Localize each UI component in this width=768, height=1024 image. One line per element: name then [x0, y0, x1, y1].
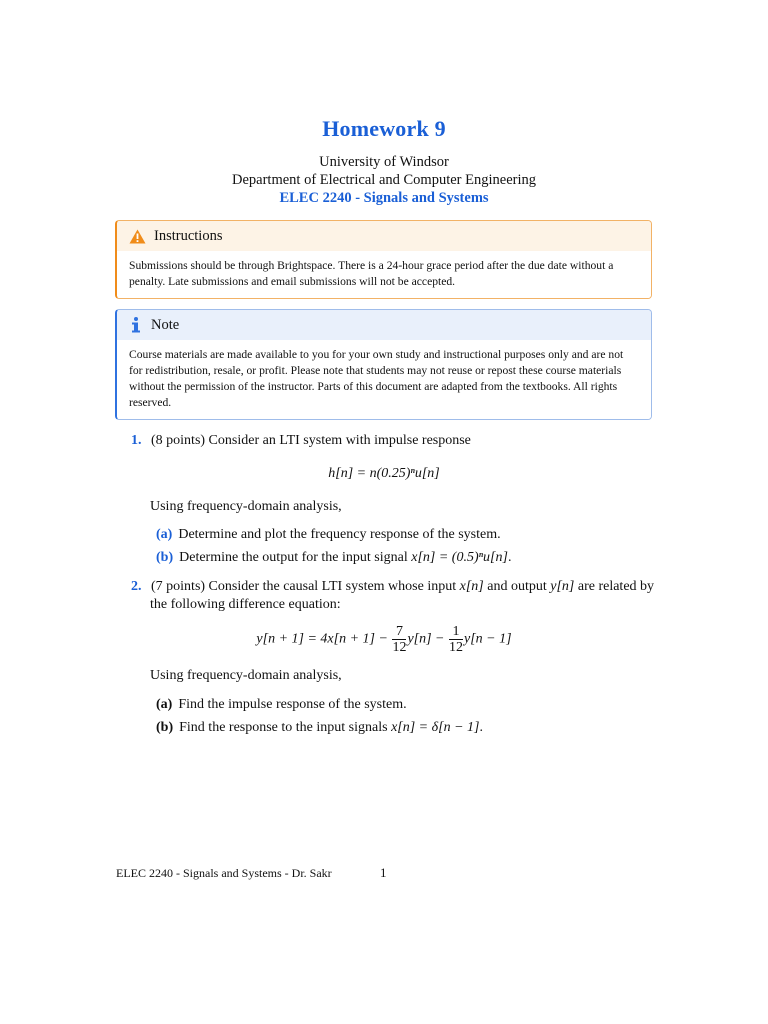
question-1: [131, 433, 471, 449]
question-1-equation: h[n] = n(0.25)ⁿu[n]: [328, 466, 440, 481]
note-header: [117, 310, 651, 340]
department-name: Department of Electrical and Computer Engineering: [232, 172, 536, 188]
part-b-period: .: [507, 550, 512, 565]
question-1-text: (8 points) Consider an LTI system with impulse response: [151, 433, 471, 448]
eq-mid: y[n] −: [407, 631, 445, 647]
eq-right: y[n − 1]: [464, 631, 512, 647]
question-2: [131, 579, 654, 595]
question-1-number: 1.: [131, 433, 142, 448]
frac1-numerator: 7: [392, 624, 406, 640]
instructions-body: Submissions should be through Brightspace. There is a 24-hour grace period after the due date without a penalty. Late submissions and email submissions will not be accepted.: [117, 251, 651, 298]
instructions-header: [117, 221, 651, 251]
note-title: Note: [151, 316, 180, 333]
question-2-part-a: [156, 697, 407, 713]
question-2-number: 2.: [131, 579, 142, 594]
q2-part-b-math: x[n] = δ[n − 1]: [391, 720, 480, 735]
fraction-1-12: [449, 624, 463, 655]
question-2-part-b: [156, 720, 483, 736]
question-1-part-b: [156, 550, 511, 566]
part-b-label: (b): [156, 550, 174, 565]
info-icon: [129, 316, 143, 334]
warning-icon: [129, 229, 146, 244]
question-2-equation: [0, 624, 768, 655]
frac2-numerator: 1: [449, 624, 463, 640]
q2-part-a-label: (a): [156, 697, 173, 712]
part-b-text: Determine the output for the input signal: [179, 550, 412, 565]
page-number: 1: [380, 865, 387, 880]
note-callout: [115, 309, 652, 420]
question-2-text-4: the following difference equation:: [150, 597, 341, 612]
fraction-7-12: [392, 624, 406, 655]
question-1-part-a: [156, 527, 501, 543]
part-a-label: (a): [156, 527, 173, 542]
instructions-title: Instructions: [154, 227, 223, 244]
footer-text: ELEC 2240 - Signals and Systems - Dr. Sakr: [116, 866, 332, 880]
q2-part-b-label: (b): [156, 720, 174, 735]
question-2-text-1: (7 points) Consider the causal LTI system whose input: [151, 579, 460, 594]
question-2-analysis: Using frequency-domain analysis,: [150, 668, 342, 683]
frac2-denominator: 12: [449, 640, 463, 655]
university-name: University of Windsor: [319, 154, 449, 170]
question-1-analysis: Using frequency-domain analysis,: [150, 499, 342, 514]
part-b-math: x[n] = (0.5)ⁿu[n]: [411, 550, 508, 565]
course-name: ELEC 2240 - Signals and Systems: [279, 190, 489, 206]
question-2-y: y[n]: [550, 579, 575, 594]
part-a-text: Determine and plot the frequency response of the system.: [178, 527, 501, 542]
instructions-callout: [115, 220, 652, 299]
frac1-denominator: 12: [392, 640, 407, 655]
question-2-x: x[n]: [459, 579, 484, 594]
question-2-text-2: and output: [483, 579, 551, 594]
q2-part-b-text: Find the response to the input signals: [179, 720, 392, 735]
q2-part-b-period: .: [479, 720, 483, 735]
q2-part-a-text: Find the impulse response of the system.: [178, 697, 407, 712]
eq-left: y[n + 1] = 4x[n + 1] −: [256, 631, 388, 647]
page-title: Homework 9: [322, 116, 446, 141]
question-2-text-3: are related by: [574, 579, 655, 594]
note-body: Course materials are made available to you for your own study and instructional purposes only and are not for redistribution, resale, or profit. Please note that students may not reuse or repost these course materials without the permission of the instructor. Parts of this document are adapted from the textbooks. All rights reserved.: [117, 340, 651, 419]
